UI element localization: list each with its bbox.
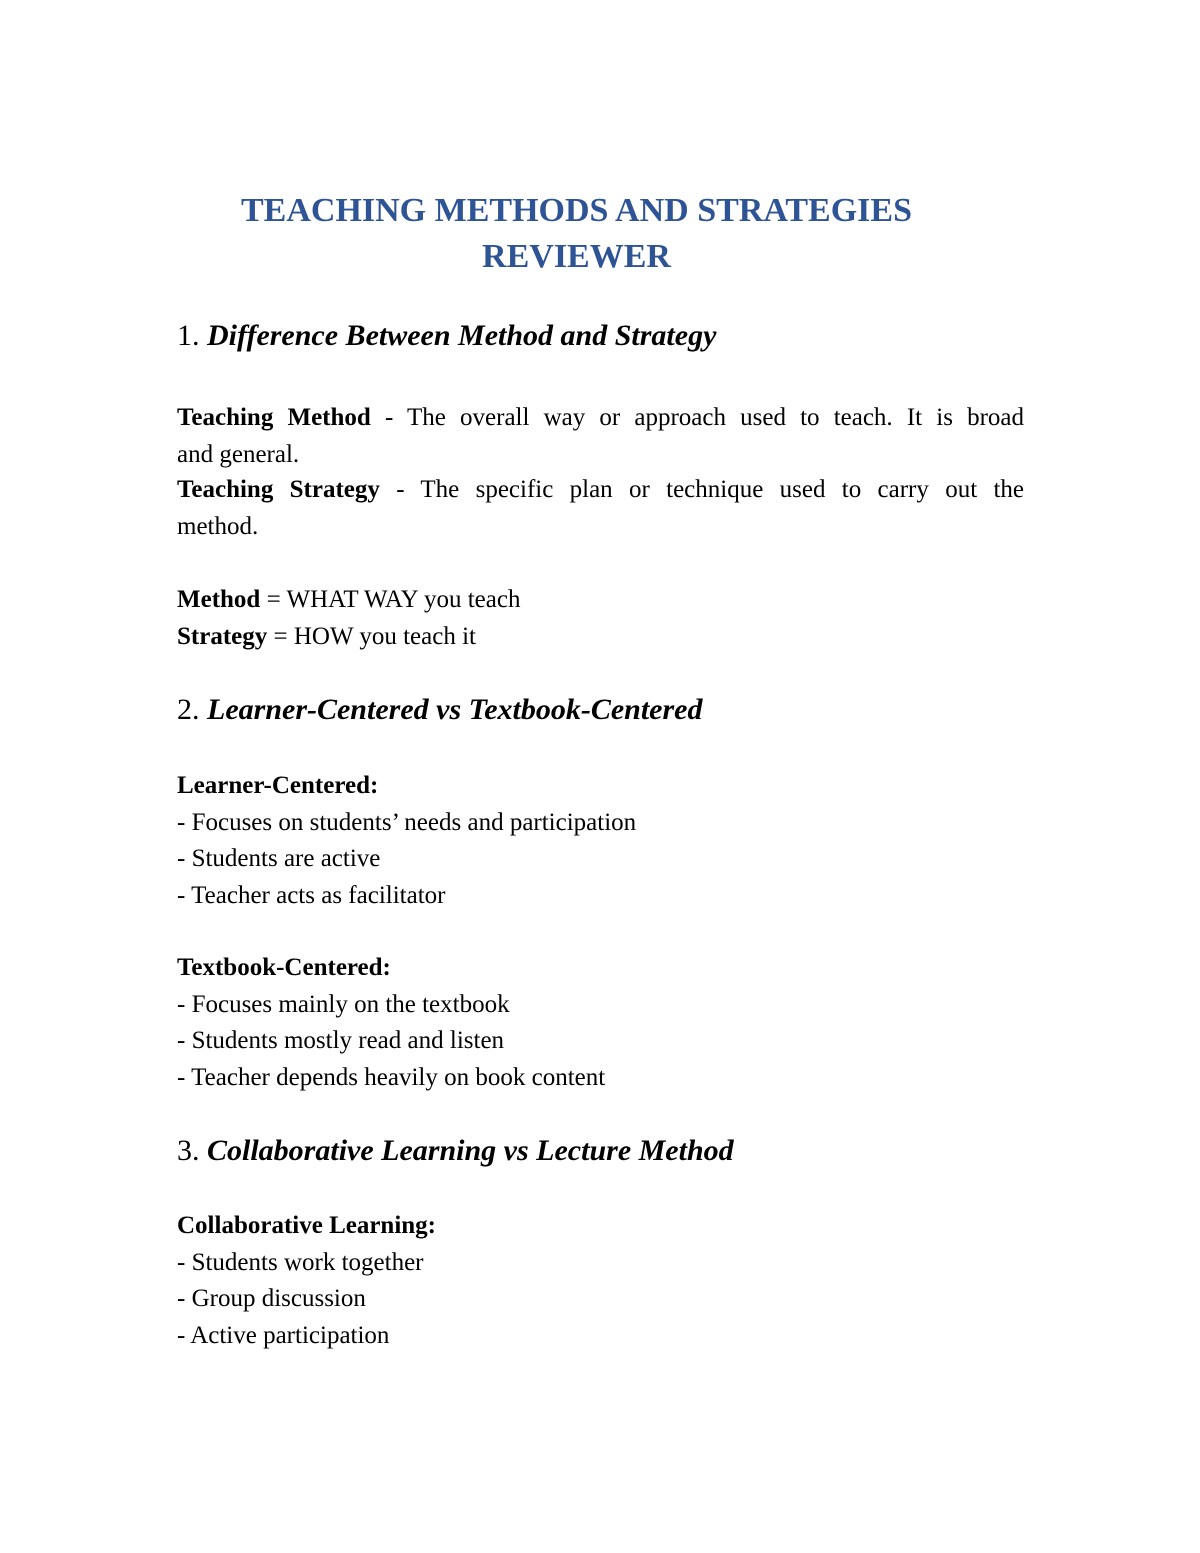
summary-strategy: Strategy = HOW you teach it [177,622,476,650]
summary-method: Method = WHAT WAY you teach [177,586,521,613]
list-item: - Teacher acts as facilitator [177,881,446,909]
list-item: - Focuses mainly on the textbook [177,990,510,1018]
list-item: - Focuses on students’ needs and participation [177,808,637,836]
definition-text: The specific plan or technique used to carry out the [420,476,1024,503]
section-1-heading: 1. Difference Between Method and Strategy [177,319,717,352]
textbook-centered-group [177,950,1024,1096]
group-label: Collaborative Learning: [177,1212,437,1239]
document-title [153,188,1000,280]
section-2-number: 2 [177,693,192,726]
document-title-line-2: REVIEWER [482,238,671,275]
collaborative-learning-group [177,1208,1024,1354]
section-3-title: Collaborative Learning vs Lecture Method [207,1134,734,1167]
method-strategy-summary [177,582,1024,655]
definition-term: Teaching Method [177,404,371,431]
section-2-title: Learner-Centered vs Textbook-Centered [207,693,703,726]
group-label: Learner-Centered: [177,772,379,799]
learner-centered-group [177,768,1024,914]
definition-text-continued: method. [177,512,259,540]
document-title-line-1: TEACHING METHODS AND STRATEGIES [240,192,913,229]
definition-teaching-method: Teaching Method - The overall way or approach used to teach. It is broad and general. [177,400,1024,473]
section-3-heading: 3. Collaborative Learning vs Lecture Method [177,1134,734,1167]
definition-text-continued: and general. [177,440,300,468]
section-1-title: Difference Between Method and Strategy [207,319,717,352]
list-item: - Teacher depends heavily on book content [177,1063,606,1091]
list-item: - Students are active [177,845,381,872]
definition-text: The overall way or approach used to teach. It is broad [407,404,1025,431]
list-item: - Students work together [177,1248,424,1276]
section-1-number: 1 [177,319,192,352]
section-2-heading: 2. Learner-Centered vs Textbook-Centered [177,693,703,726]
list-item: - Group discussion [177,1285,366,1312]
definition-term: Teaching Strategy [177,476,380,503]
list-item: - Students mostly read and listen [177,1027,505,1054]
definition-teaching-strategy: Teaching Strategy - The specific plan or technique used to carry out the method. [177,472,1024,545]
section-3-number: 3 [177,1134,192,1167]
list-item: - Active participation [177,1321,390,1349]
group-label: Textbook-Centered: [177,954,391,981]
